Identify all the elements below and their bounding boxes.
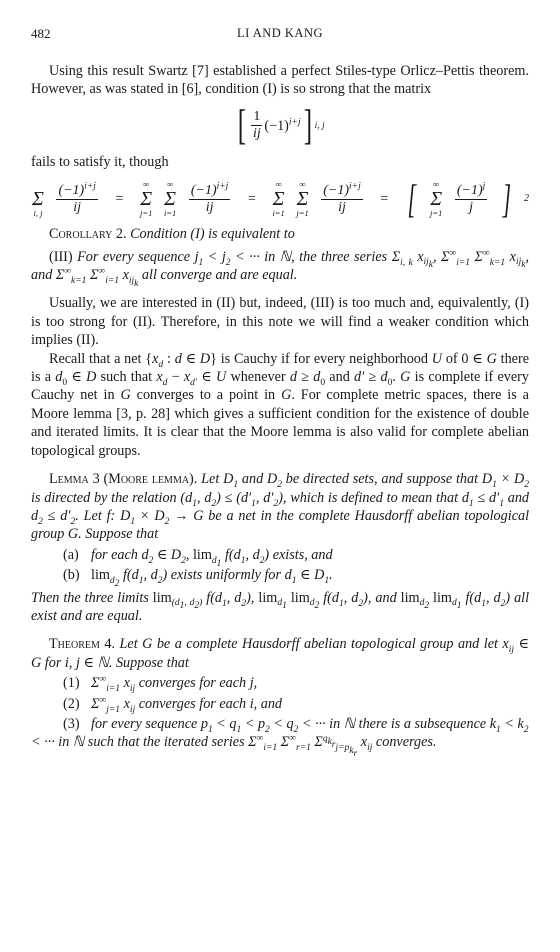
corollary-label: Corollary 2. xyxy=(49,226,127,243)
lemma-item-a: (a) for each $d_2$ ∈ $D_2$, $\lim_{d_1} f(d_1$, $d_2$) exists, and xyxy=(63,546,333,569)
corollary-2 xyxy=(31,225,529,243)
condition-III: (III) For every sequence $j_1 < j_2$ < ··· in ℕ, the three series $\Sigma_{i, k}$ $x_{ij_k}$, $\Sigma^\infty_{i=1}$ $\Sigma^\infty_{k=1}$ $x_{ij_k}$, and $\Sigma^\infty_{k=1}$ $\Sigma^\infty_{i=1}$ $x_{ij_k}$ all converge and are equal. xyxy=(31,247,530,289)
theorem-item-2: (2) $\Sigma^\infty_{j=1}$ $x_{ij}$ converges for each i, and xyxy=(63,694,283,715)
theorem-item-2-label: (2) xyxy=(63,695,80,712)
theorem-item-3: (3) for every sequence $p_1 < q_1 < p_2 < q_2$ < ··· in ℕ there is a subsequence $k_1 < k_2$ < ··· in ℕ such that the iterated series $\Sigma^\infty_{i=1}$ $\Sigma^\infty_{r=1}$ $\Sigma^{q_{k_r}}_{j=p_{k_r}}$ $x_{ij}$ converges. xyxy=(31,715,529,759)
lemma-3: Lemma 3 (Moore lemma). Let $D_1$ and $D_2$ be directed sets, and suppose that $D_1 \times D_2$ is directed by the relation ($d_1$, $d_2) \le (d'_1$, $d'_2$), which is defined to mean that $d_1 \le d'_1$ and $d_2 \le d'_2$. Let f: $D_1 \times D_2 \to G$ be a net in the complete Hausdorff abelian topological group G. Suppose that xyxy=(31,471,530,543)
paragraph-2: fails to satisfy it, though xyxy=(31,153,169,170)
matrix-expression: [ $\frac{1}{ij}$ $(-1)^{i+j}$ ] i, j xyxy=(238,102,325,149)
lemma-label: Lemma 3 (Moore lemma). xyxy=(49,471,198,488)
lemma-conclusion: Then the three limits $\lim_{(d_1, d_2)} f(d_1$, $d_2$), $\lim_{d_1} \lim_{d_2} f(d_1$, $d_2$), and $\lim_{d_2} \lim_{d_1} f(d_1$, $d_2$) all exist and are equal. xyxy=(31,589,530,624)
theorem-4: Theorem 4. Let G be a complete Hausdorff abelian topological group and let $x_{ij}$ ∈ G for i, j ∈ ℕ. Suppose that xyxy=(31,636,529,671)
page-number: 482 xyxy=(31,26,51,41)
lemma-item-a-label: (a) xyxy=(63,546,79,563)
page-body xyxy=(31,62,530,759)
theorem-item-1-label: (1) xyxy=(63,675,80,692)
paragraph-3: Usually, we are interested in (II) but, indeed, (III) is too much and, equivalently, (I) is too strong for (II). Therefore, in this note we will find a weaker condition which implies (II). xyxy=(31,295,529,349)
page-header xyxy=(31,26,529,44)
lemma-item-b-label: (b) xyxy=(63,567,80,584)
matrix-display xyxy=(31,102,529,149)
theorem-label: Theorem 4. xyxy=(49,636,116,653)
theorem-item-1: (1) $\Sigma^\infty_{i=1}$ $x_{ij}$ converges for each j, xyxy=(63,674,258,694)
corollary-text: Condition (I) is equivalent to xyxy=(130,226,295,243)
lemma-item-b: (b) $\lim_{d_2} f(d_1$, $d_2$) exists uniformly for $d_1$ ∈ $D_1$. xyxy=(63,567,333,589)
paragraph-1: Using this result Swartz [7] established a perfect Stiles-type Orlicz–Pettis theorem. However, as was stated in [6], condition (I) is so strong that the matrix xyxy=(31,63,529,98)
paragraph-4: Recall that a net {$x_d$ : d ∈ D} is Cauchy if for every neighborhood U of 0 ∈ G there is a $d_0$ ∈ D such that $x_d - x_{d'}$ ∈ U whenever $d \ge d_0$ and $d' \ge d_0$. G is complete if every Cauchy net in G converges to a point in G. For complete metric spaces, there is a Moore lemma [3, p. 28] which gives a sufficient condition for the existence of double and iterated limits. It is clear that the Moore lemma is also valid for complete abelian topological groups. xyxy=(31,350,530,459)
running-head: LI AND KANG xyxy=(236,26,324,40)
theorem-item-3-label: (3) xyxy=(63,715,80,732)
condition-III-label: (III) xyxy=(49,248,73,265)
series-equation: Σ i, j $\frac{(-1)^{i+j}}{ij}$ = ∞ Σ j=1 ∞ Σ i=1 $\frac{(-1)^{i+j}}{ij}$ = ∞ Σ i=1 ∞ Σ j=1 $\frac{(-1)^{i+j}}{ij}$ = [ ∞ Σ j=1 $\frac{(-1)^j}{j}$ ] 2 xyxy=(32,176,529,222)
